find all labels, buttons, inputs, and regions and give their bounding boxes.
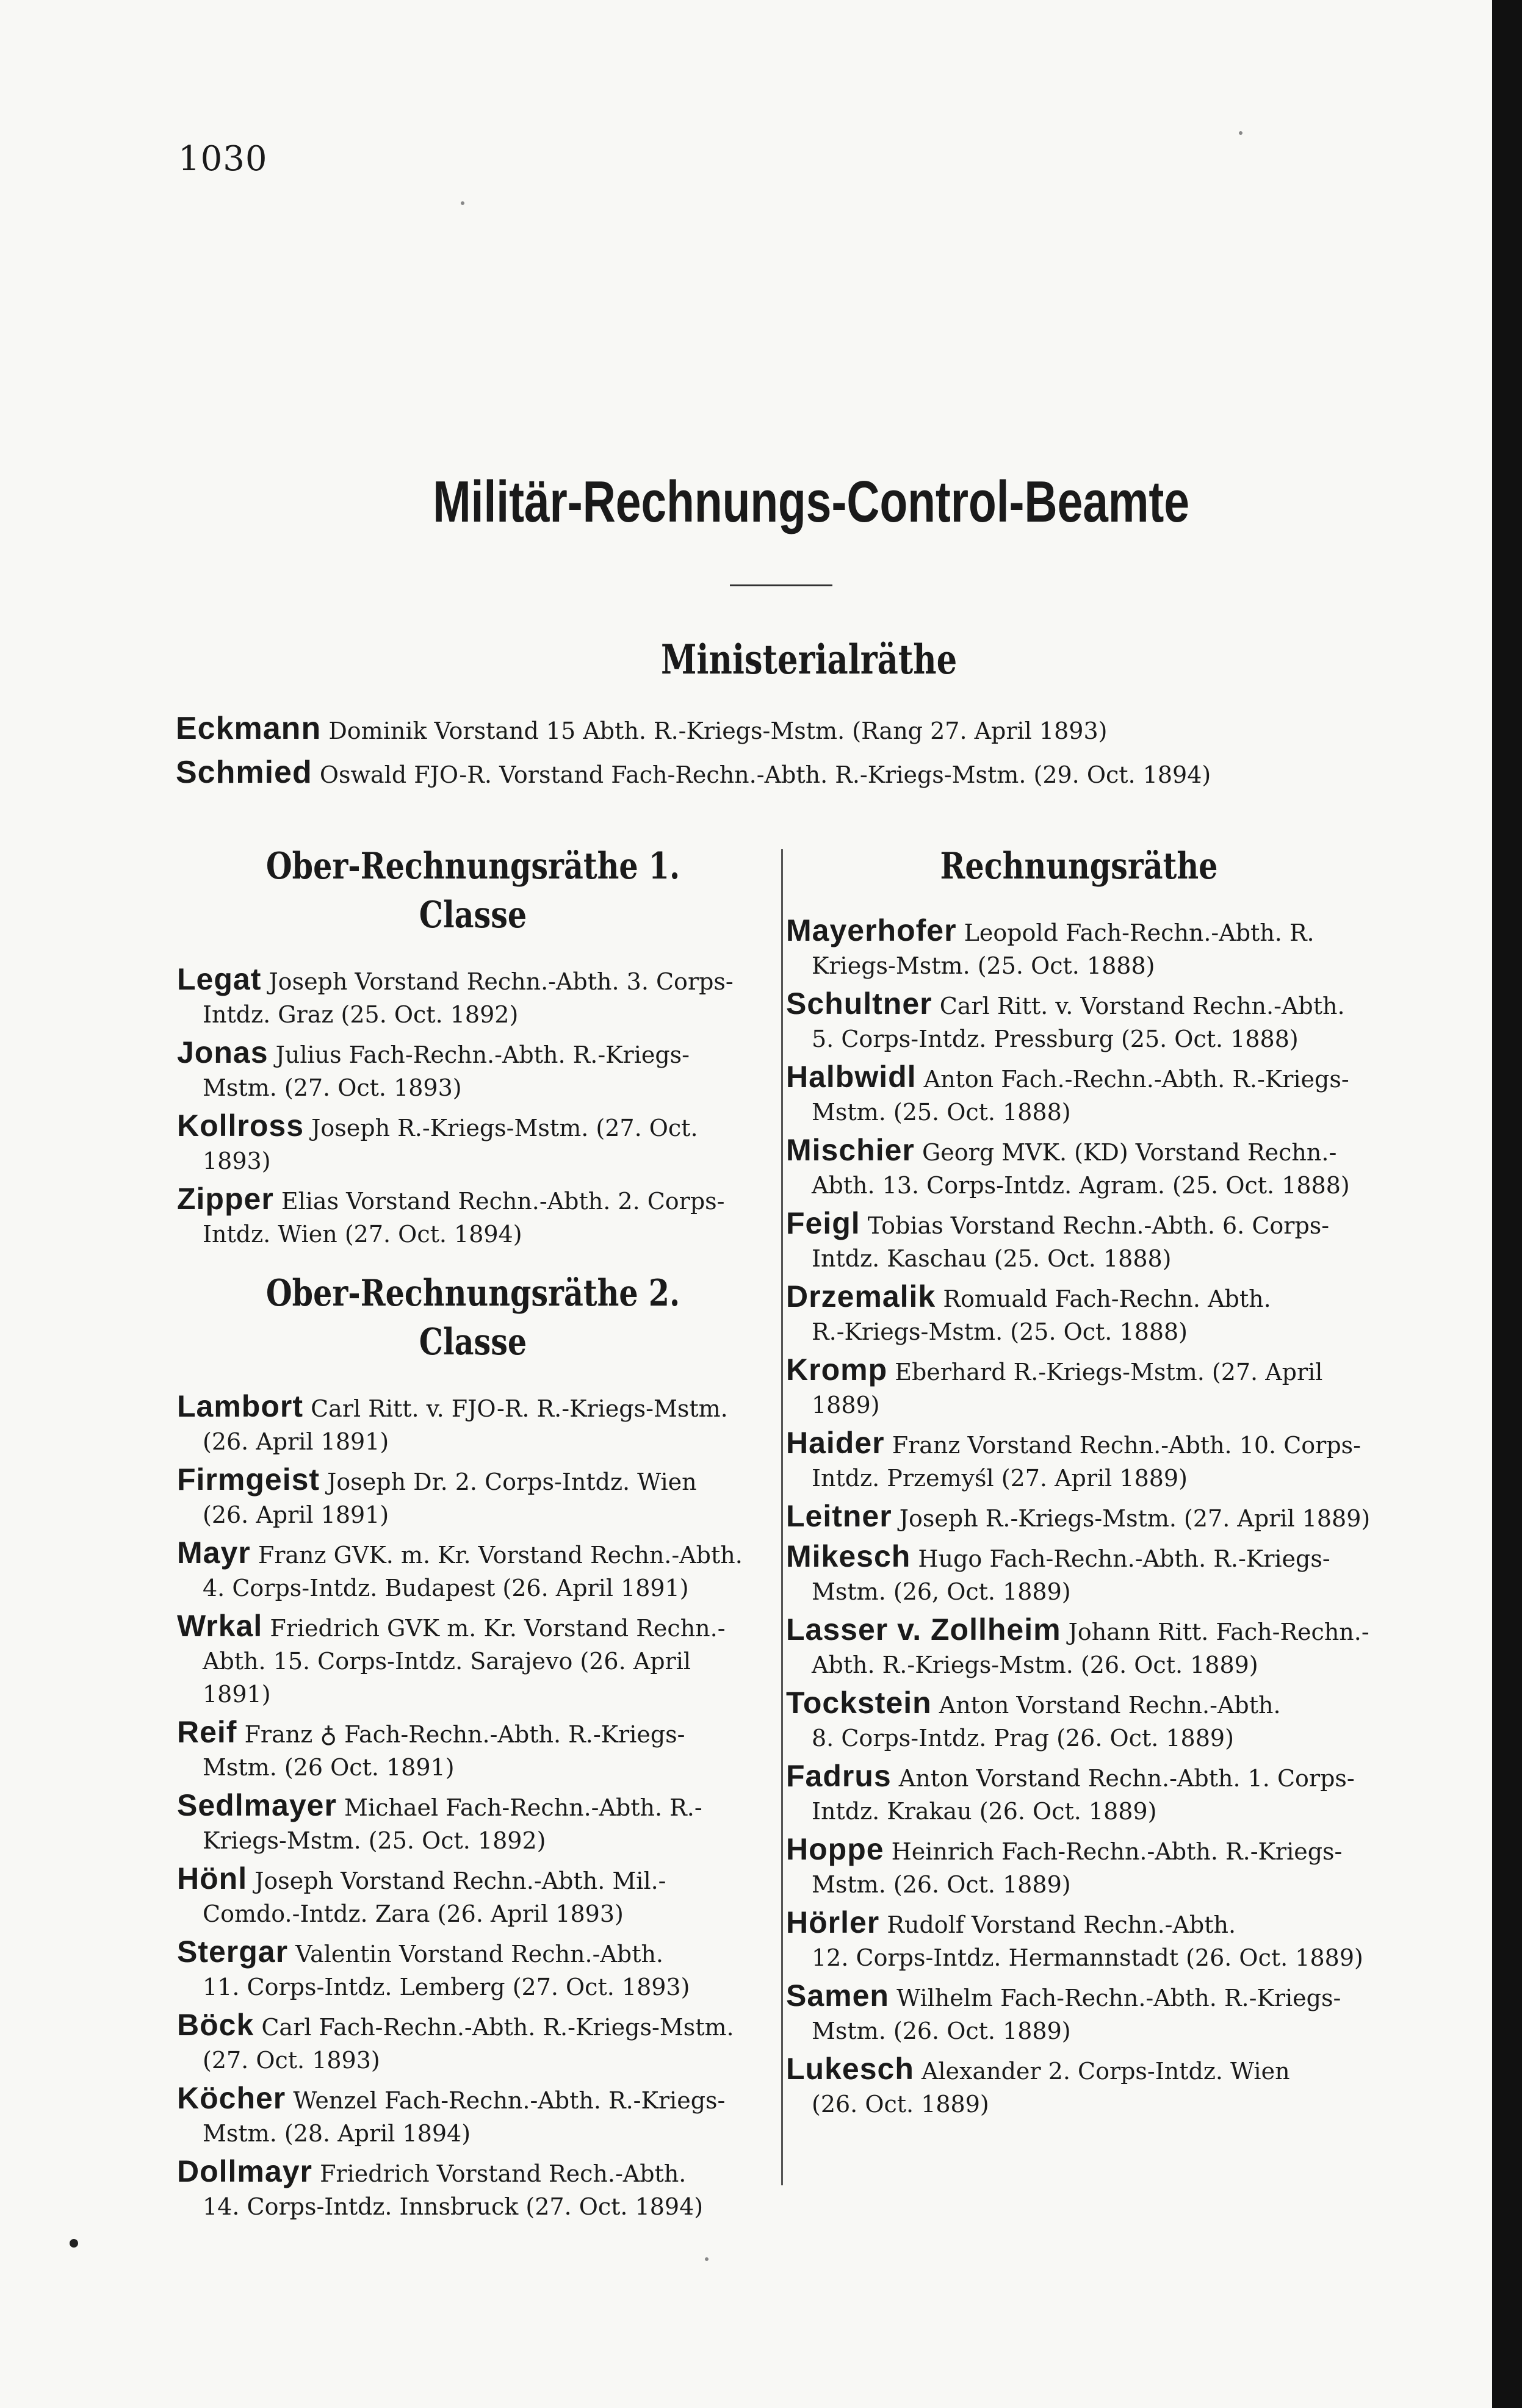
entry-surname: Mayr <box>177 1536 251 1570</box>
list-item <box>177 1109 769 1177</box>
list-item <box>786 1207 1372 1275</box>
entry-text: Joseph Vorstand Rechn.-Abth. Mil.- <box>254 1867 666 1894</box>
entry-continuation: Abth. R.-Kriegs-Mstm. (26. Oct. 1889) <box>812 1651 1258 1678</box>
entry-surname: Mayerhofer <box>786 913 957 947</box>
title-rule <box>730 584 832 586</box>
entry-text: Anton Vorstand Rechn.-Abth. 1. Corps- <box>898 1765 1355 1792</box>
entry-first-line <box>786 1686 1372 1722</box>
entry-first-line <box>786 914 1372 949</box>
list-item <box>177 1935 769 2004</box>
list-item <box>177 1716 769 1784</box>
entry-text: Joseph R.-Kriegs-Mstm. (27. Oct. <box>311 1115 698 1141</box>
scan-speck <box>1239 131 1242 135</box>
entry-text: Franz Vorstand Rechn.-Abth. 10. Corps- <box>892 1432 1361 1459</box>
entry-surname: Zipper <box>177 1182 274 1216</box>
entry-continuation: Kriegs-Mstm. (25. Oct. 1892) <box>203 1827 546 1854</box>
entry-text: Heinrich Fach-Rechn.-Abth. R.-Kriegs- <box>891 1838 1343 1865</box>
entry-continuation: Intdz. Krakau (26. Oct. 1889) <box>812 1798 1157 1825</box>
entry-text: Friedrich Vorstand Rech.-Abth. <box>320 2160 687 2187</box>
list-item <box>177 1182 769 1251</box>
entry-continuation: Comdo.-Intdz. Zara (26. April 1893) <box>203 1900 624 1927</box>
entry-first-line <box>786 1500 1372 1535</box>
entry-first-line <box>786 1759 1372 1795</box>
entry-first-line <box>177 1109 769 1145</box>
entry-surname: Mikesch <box>786 1539 911 1573</box>
entry-continuation: 11. Corps-Intdz. Lemberg (27. Oct. 1893) <box>203 1974 690 2000</box>
entry-text: Joseph R.-Kriegs-Mstm. (27. April 1889) <box>899 1505 1371 1532</box>
entry-surname: Stergar <box>177 1935 289 1969</box>
entry-continuation: (27. Oct. 1893) <box>203 2047 380 2074</box>
class-1-list <box>177 963 769 1251</box>
entry-text: Franz ♁ Fach-Rechn.-Abth. R.-Kriegs- <box>244 1721 685 1748</box>
entry-continuation: Mstm. (26. Oct. 1889) <box>812 1871 1071 1898</box>
list-item <box>786 1686 1372 1755</box>
entry-continuation: Intdz. Wien (27. Oct. 1894) <box>203 1221 522 1248</box>
class-2-list <box>177 1390 769 2223</box>
entry-first-line <box>786 1906 1372 1941</box>
entry-first-line <box>786 1426 1372 1462</box>
entry-text: Michael Fach-Rechn.-Abth. R.- <box>344 1794 702 1821</box>
entry-continuation: Abth. 13. Corps-Intdz. Agram. (25. Oct. 1888) <box>812 1172 1350 1199</box>
entry-text: Wilhelm Fach-Rechn.-Abth. R.-Kriegs- <box>896 1985 1341 2011</box>
section-title-ministerial: Ministerialräthe <box>660 636 958 683</box>
list-item <box>786 1759 1372 1828</box>
entry-text: Wenzel Fach-Rechn.-Abth. R.-Kriegs- <box>293 2087 726 2114</box>
entry-continuation: Intdz. Graz (25. Oct. 1892) <box>203 1001 519 1028</box>
entry-continuation: 14. Corps-Intdz. Innsbruck (27. Oct. 1894) <box>203 2193 704 2220</box>
entry-first-line <box>786 1280 1372 1315</box>
list-item <box>177 1862 769 1930</box>
list-item <box>177 1536 769 1605</box>
entry-surname: Leitner <box>786 1499 892 1533</box>
entry-surname: Lukesch <box>786 2052 914 2086</box>
entry-first-line <box>177 1182 769 1218</box>
entry-continuation: 4. Corps-Intdz. Budapest (26. April 1891) <box>203 1575 689 1601</box>
entry-surname: Dollmayr <box>177 2154 312 2188</box>
entry-surname: Kromp <box>786 1353 888 1387</box>
entry-text: Joseph Dr. 2. Corps-Intdz. Wien <box>327 1468 697 1495</box>
entry-text: Anton Fach.-Rechn.-Abth. R.-Kriegs- <box>923 1066 1349 1093</box>
entry-first-line <box>786 1353 1372 1389</box>
entry-text: Franz GVK. m. Kr. Vorstand Rechn.-Abth. <box>258 1542 743 1569</box>
entry-text: Carl Ritt. v. Vorstand Rechn.-Abth. <box>939 993 1345 1019</box>
entry-first-line <box>786 1060 1372 1096</box>
entry-continuation: Kriegs-Mstm. (25. Oct. 1888) <box>812 952 1155 979</box>
list-item <box>177 2008 769 2077</box>
list-item <box>786 2052 1372 2121</box>
entry-surname: Samen <box>786 1979 889 2013</box>
entry-continuation: Intdz. Przemyśl (27. April 1889) <box>812 1465 1188 1492</box>
entry-text: Leopold Fach-Rechn.-Abth. R. <box>964 919 1315 946</box>
entry-continuation: 12. Corps-Intdz. Hermannstadt (26. Oct. 1889) <box>812 1944 1363 1971</box>
page-number: 1030 <box>178 139 268 179</box>
entry-continuation: Mstm. (26, Oct. 1889) <box>812 1578 1071 1605</box>
entry-surname: Hönl <box>177 1861 248 1896</box>
heading-rechnungsraethe: Rechnungsräthe <box>940 845 1218 888</box>
list-item <box>786 987 1372 1055</box>
entry-text: Tobias Vorstand Rechn.-Abth. 6. Corps- <box>867 1212 1330 1239</box>
entry-surname: Hörler <box>786 1905 880 1939</box>
entry-first-line <box>786 1540 1372 1575</box>
entry-text: Elias Vorstand Rechn.-Abth. 2. Corps- <box>281 1188 725 1215</box>
entry-continuation: 1889) <box>812 1392 880 1418</box>
list-item <box>177 2155 769 2223</box>
entry-text: Dominik Vorstand 15 Abth. R.-Kriegs-Mstm. (Rang 27. April 1893) <box>328 717 1108 744</box>
rechnungsraethe-list <box>786 914 1372 2121</box>
entry-text: Julius Fach-Rechn.-Abth. R.-Kriegs- <box>275 1041 690 1068</box>
entry-surname: Lasser v. Zollheim <box>786 1612 1061 1647</box>
entry-first-line <box>177 1463 769 1498</box>
entry-surname: Jonas <box>177 1035 269 1069</box>
entry-surname: Legat <box>177 962 262 996</box>
entry-continuation: Mstm. (26 Oct. 1891) <box>203 1754 455 1781</box>
entry-text: Oswald FJO-R. Vorstand Fach-Rechn.-Abth. R.-Kriegs-Mstm. (29. Oct. 1894) <box>319 761 1211 788</box>
list-item <box>177 1036 769 1104</box>
list-item <box>786 1540 1372 1608</box>
entry-first-line <box>786 1979 1372 2014</box>
entry-first-line <box>786 1833 1372 1868</box>
list-item <box>786 1979 1372 2047</box>
entry-surname: Wrkal <box>177 1609 263 1643</box>
entry-text: Anton Vorstand Rechn.-Abth. <box>939 1692 1281 1719</box>
scan-speck <box>705 2257 709 2261</box>
entry-continuation: 1891) <box>203 1681 271 1708</box>
entry-first-line <box>786 1207 1372 1242</box>
column-divider <box>781 849 783 2185</box>
right-column <box>786 842 1372 2126</box>
list-item <box>786 1833 1372 1901</box>
entry-text: Joseph Vorstand Rechn.-Abth. 3. Corps- <box>269 968 734 995</box>
left-column <box>177 842 769 2228</box>
entry-first-line <box>786 2052 1372 2088</box>
entry-first-line <box>177 1536 769 1572</box>
list-item <box>177 1463 769 1531</box>
list-item <box>177 1789 769 1857</box>
list-item <box>786 1280 1372 1348</box>
entry-first-line <box>177 1390 769 1425</box>
entry-text: Valentin Vorstand Rechn.-Abth. <box>295 1941 664 1968</box>
entry-surname: Firmgeist <box>177 1462 320 1497</box>
list-item <box>786 1060 1372 1129</box>
entry-continuation: Mstm. (27. Oct. 1893) <box>203 1074 462 1101</box>
list-item <box>786 1500 1372 1535</box>
entry-text: Carl Ritt. v. FJO-R. R.-Kriegs-Mstm. <box>311 1395 728 1422</box>
entry-continuation: R.-Kriegs-Mstm. (25. Oct. 1888) <box>812 1318 1188 1345</box>
entry-surname: Schultner <box>786 987 932 1021</box>
list-item <box>177 1390 769 1458</box>
entry-text: Friedrich GVK m. Kr. Vorstand Rechn.- <box>270 1615 726 1642</box>
entry-surname: Hoppe <box>786 1832 884 1866</box>
entry-first-line <box>786 987 1372 1023</box>
list-item <box>786 1353 1372 1421</box>
scan-speck <box>70 2239 78 2248</box>
list-item <box>786 1613 1372 1681</box>
entry-surname: Sedlmayer <box>177 1788 337 1822</box>
entry-continuation: Mstm. (25. Oct. 1888) <box>812 1099 1071 1126</box>
list-item <box>786 914 1372 982</box>
entry-text: Georg MVK. (KD) Vorstand Rechn.- <box>921 1139 1337 1166</box>
list-item <box>786 1134 1372 1202</box>
entry-surname: Mischier <box>786 1133 915 1167</box>
entry-text: Johann Ritt. Fach-Rechn.- <box>1068 1619 1369 1645</box>
entry-surname: Kollross <box>177 1109 305 1143</box>
entry-continuation: Mstm. (28. April 1894) <box>203 2120 471 2147</box>
entry-text: Eberhard R.-Kriegs-Mstm. (27. April <box>895 1359 1323 1385</box>
entry-surname: Feigl <box>786 1206 860 1240</box>
entry-first-line <box>177 1036 769 1071</box>
entry-surname: Halbwidl <box>786 1060 917 1094</box>
scan-speck <box>461 201 464 205</box>
entry-first-line <box>177 2155 769 2190</box>
entry-text: Rudolf Vorstand Rechn.-Abth. <box>887 1911 1236 1938</box>
entry-text: Hugo Fach-Rechn.-Abth. R.-Kriegs- <box>918 1545 1330 1572</box>
entry-first-line <box>177 2008 769 2044</box>
heading-class-2: Ober-Rechnungsräthe 2. Classe <box>265 1272 680 1364</box>
list-item <box>177 1609 769 1711</box>
entry-surname: Lambort <box>177 1389 303 1423</box>
entry-continuation: 1893) <box>203 1148 271 1174</box>
entry-surname: Reif <box>177 1715 237 1749</box>
entry-continuation: 8. Corps-Intdz. Prag (26. Oct. 1889) <box>812 1725 1234 1752</box>
entry-continuation: (26. April 1891) <box>203 1428 389 1455</box>
entry-surname: Schmied <box>176 755 312 790</box>
entry-continuation: (26. Oct. 1889) <box>812 2091 989 2118</box>
ministerial-entry <box>176 708 1396 752</box>
entry-first-line <box>177 1789 769 1824</box>
entry-surname: Haider <box>786 1426 885 1460</box>
entry-surname: Drzemalik <box>786 1279 936 1314</box>
list-item <box>786 1906 1372 1974</box>
entry-surname: Tockstein <box>786 1686 932 1720</box>
entry-text: Carl Fach-Rechn.-Abth. R.-Kriegs-Mstm. <box>261 2014 734 2041</box>
entry-first-line <box>786 1613 1372 1648</box>
list-item <box>786 1426 1372 1495</box>
entry-first-line <box>786 1134 1372 1169</box>
page-title: Militär-Rechnungs-Control-Beamte <box>433 469 1190 534</box>
entry-first-line <box>177 1862 769 1897</box>
list-item <box>177 2082 769 2150</box>
heading-class-1: Ober-Rechnungsräthe 1. Classe <box>265 845 680 936</box>
scan-border <box>1492 0 1522 2408</box>
entry-text: Alexander 2. Corps-Intdz. Wien <box>921 2058 1290 2085</box>
entry-continuation: 5. Corps-Intdz. Pressburg (25. Oct. 1888) <box>812 1026 1299 1052</box>
entry-continuation: Intdz. Kaschau (25. Oct. 1888) <box>812 1245 1172 1272</box>
entry-first-line <box>177 2082 769 2117</box>
ministerial-list <box>176 708 1396 796</box>
entry-surname: Fadrus <box>786 1759 892 1793</box>
entry-first-line <box>177 963 769 998</box>
entry-surname: Eckmann <box>176 711 322 746</box>
entry-first-line <box>177 1716 769 1751</box>
entry-text: Romuald Fach-Rechn. Abth. <box>943 1285 1271 1312</box>
entry-first-line <box>177 1609 769 1645</box>
entry-surname: Böck <box>177 2008 254 2042</box>
entry-continuation: Mstm. (26. Oct. 1889) <box>812 2018 1071 2044</box>
list-item <box>177 963 769 1031</box>
entry-first-line <box>177 1935 769 1971</box>
entry-continuation: Abth. 15. Corps-Intdz. Sarajevo (26. April <box>203 1648 691 1675</box>
entry-surname: Köcher <box>177 2081 286 2115</box>
entry-continuation: (26. April 1891) <box>203 1501 389 1528</box>
ministerial-entry <box>176 752 1396 796</box>
